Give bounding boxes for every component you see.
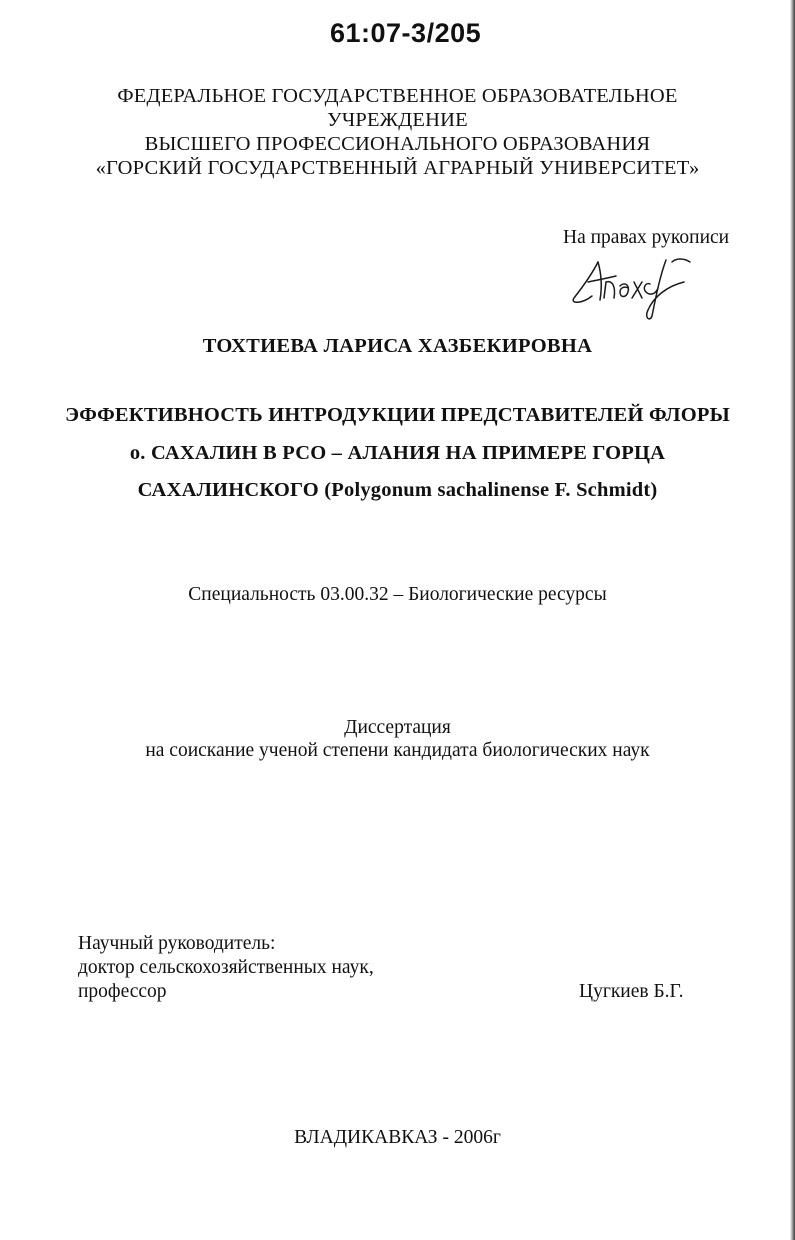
supervisor-rank: профессор	[78, 981, 167, 1002]
institution-line-2: УЧРЕЖДЕНИЕ	[327, 109, 468, 131]
dissertation-type: Диссертация	[344, 717, 451, 738]
title-line-3-latin: (Polygonum sachalinense F. Schmidt)	[324, 479, 658, 501]
title-line-3-upper: САХАЛИНСКОГО	[137, 479, 319, 501]
supervisor-name: Цугкиев Б.Г.	[579, 981, 684, 1002]
handwritten-signature	[568, 252, 708, 324]
supervisor-label: Научный руководитель:	[78, 933, 276, 954]
title-line-3	[0, 479, 795, 502]
institution-line-4: «ГОРСКИЙ ГОСУДАРСТВЕННЫЙ АГРАРНЫЙ УНИВЕРСИТЕТ»	[95, 157, 700, 179]
specialty: Специальность 03.00.32 – Биологические ресурсы	[188, 584, 607, 605]
institution-line-1: ФЕДЕРАЛЬНОЕ ГОСУДАРСТВЕННОЕ ОБРАЗОВАТЕЛЬНОЕ	[117, 85, 678, 107]
dissertation-degree: на соискание ученой степени кандидата биологических наук	[145, 740, 650, 761]
scan-edge-shadow	[790, 0, 795, 1240]
title-line-2: о. САХАЛИН В РСО – АЛАНИЯ НА ПРИМЕРЕ ГОРЦА	[129, 442, 666, 464]
author-name: ТОХТИЕВА ЛАРИСА ХАЗБЕКИРОВНА	[202, 335, 593, 357]
catalog-code: 61:07-3/205	[330, 18, 482, 48]
supervisor-degree: доктор сельскохозяйственных наук,	[78, 957, 374, 978]
manuscript-note: На правах рукописи	[563, 227, 730, 248]
institution-line-3: ВЫСШЕГО ПРОФЕССИОНАЛЬНОГО ОБРАЗОВАНИЯ	[144, 133, 651, 155]
place-year: ВЛАДИКАВКАЗ - 2006г	[294, 1127, 501, 1148]
title-line-1: ЭФФЕКТИВНОСТЬ ИНТРОДУКЦИИ ПРЕДСТАВИТЕЛЕЙ ФЛОРЫ	[65, 404, 730, 426]
